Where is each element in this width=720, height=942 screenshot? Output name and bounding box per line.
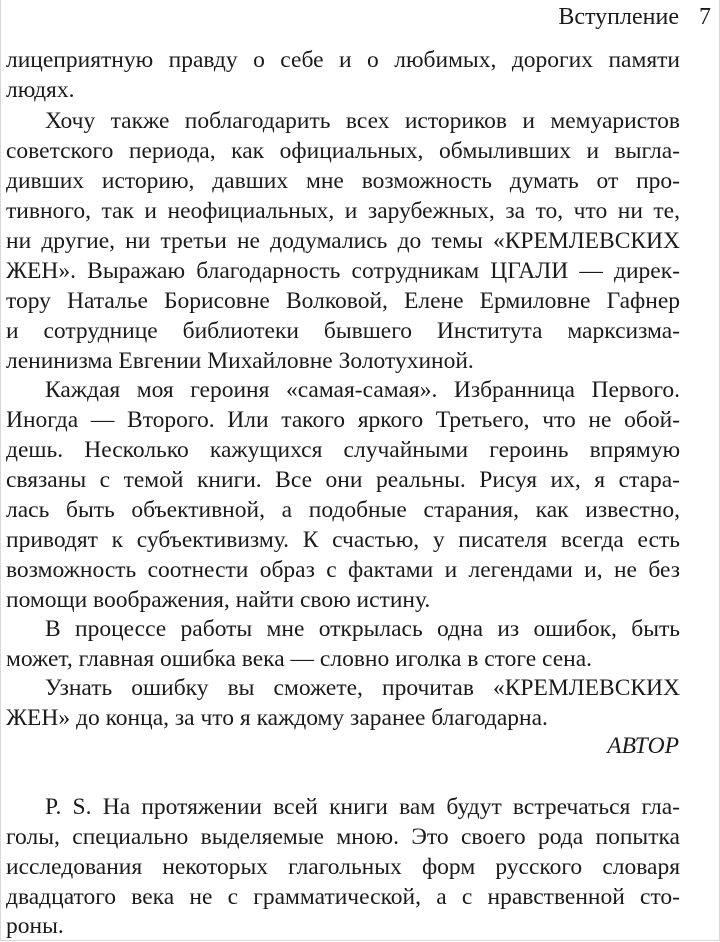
text-line: В процессе работы мне открылась одна из ошибок, быть: [45, 616, 680, 642]
text-line: и сотруднице библиотеки бывшего Института марксизма-: [6, 318, 680, 344]
text-line: помощи воображения, найти свою истину.: [6, 587, 431, 613]
text-line: связаны с темой книги. Все они реальны. Рисуя их, я стара-: [6, 467, 680, 493]
page-number: 7: [699, 4, 711, 30]
text-line: ни другие, ни третьи не додумались до темы «КРЕМЛЕВСКИХ: [6, 228, 680, 254]
text-line: Хочу также поблагодарить всех историков и мемуаристов: [45, 108, 680, 134]
text-line: Иногда — Второго. Или такого яркого Третьего, что не обой-: [6, 407, 680, 433]
text-line: P. S. На протяжении всей книги вам будут встречаться гла-: [45, 794, 680, 820]
text-line: может, главная ошибка века — словно иголка в стоге сена.: [6, 646, 593, 672]
text-line: дешь. Несколько кажущихся случайными героинь впрямую: [6, 437, 680, 463]
text-line: Каждая моя героиня «самая-самая». Избранница Первого.: [45, 377, 680, 403]
text-line: голы, специально выделяемые мною. Это своего рода попытка: [6, 824, 680, 850]
text-line: людях.: [6, 77, 75, 103]
text-line: возможность соотнести образ с фактами и легендами и, не без: [6, 557, 680, 583]
author-signature: АВТОР: [607, 733, 679, 759]
text-line: дивших историю, давших мне возможность думать от про-: [6, 168, 680, 194]
text-line: тору Наталье Борисовне Волковой, Елене Ермиловне Гафнер: [6, 288, 680, 314]
text-line: двадцатого века не с грамматической, а с нравственной сто-: [6, 884, 680, 910]
running-header: [558, 2, 711, 32]
text-line: ЖЕН» до конца, за что я каждому заранее благодарна.: [6, 705, 548, 731]
text-line: лицеприятную правду о себе и о любимых, дорогих памяти: [6, 47, 680, 73]
text-line: ЖЕН». Выражаю благодарность сотрудникам ЦГАЛИ — дирек-: [6, 258, 680, 284]
text-line: тивного, так и неофициальных, и зарубежных, за то, что ни те,: [6, 198, 680, 224]
text-line: ленинизма Евгении Михайловне Золотухиной.: [6, 348, 474, 374]
text-line: лась быть объективной, а подобные старания, как известно,: [6, 497, 680, 523]
text-line: советского периода, как официальных, обмыливших и выгла-: [6, 138, 680, 164]
text-line: роны.: [6, 913, 64, 939]
text-line: исследования некоторых глагольных форм русского словаря: [6, 854, 680, 880]
text-line: приводят к субъективизму. К счастью, у писателя всегда есть: [6, 527, 680, 553]
section-title: Вступление: [558, 4, 679, 30]
text-line: Узнать ошибку вы сможете, прочитав «КРЕМЛЕВСКИХ: [45, 675, 680, 701]
